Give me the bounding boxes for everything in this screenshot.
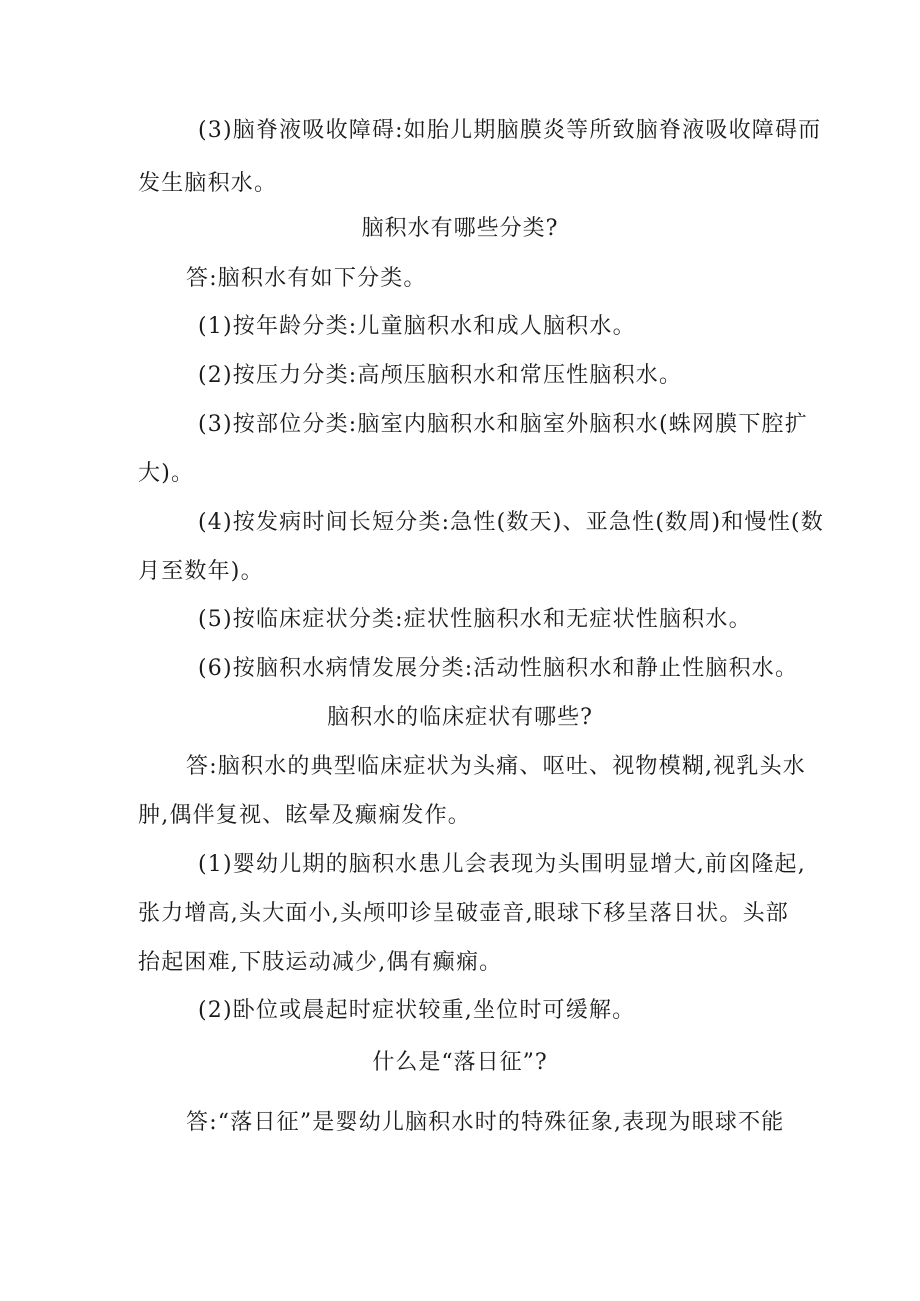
- section-heading-classification: 脑积水有哪些分类?: [361, 216, 559, 241]
- classification-by-progression: (6)按脑积水病情发展分类:活动性脑积水和静止性脑积水。: [198, 656, 799, 681]
- symptom-infant-line-3: 抬起困难,下肢运动减少,偶有癫痫。: [138, 950, 503, 975]
- classification-by-onset-line-2: 月至数年)。: [138, 559, 264, 584]
- symptom-infant-line-1: (1)婴幼儿期的脑积水患儿会表现为头围明显增大,前囟隆起,: [198, 852, 806, 877]
- paragraph-cause-3-line-1: (3)脑脊液吸收障碍:如胎儿期脑膜炎等所致脑脊液吸收障碍而: [198, 118, 822, 143]
- classification-by-onset-line-1: (4)按发病时间长短分类:急性(数天)、亚急性(数周)和慢性(数: [198, 510, 824, 535]
- answer-symptoms-line-1: 答:脑积水的典型临床症状为头痛、呕吐、视物模糊,视乳头水: [186, 754, 807, 779]
- classification-by-location-line-2: 大)。: [138, 461, 195, 486]
- answer-symptoms-line-2: 肿,偶伴复视、眩晕及癫痫发作。: [138, 803, 471, 828]
- answer-sunset-sign: 答:“落日征”是婴幼儿脑积水时的特殊征象,表现为眼球不能: [186, 1110, 785, 1135]
- classification-by-pressure: (2)按压力分类:高颅压脑积水和常压性脑积水。: [198, 363, 683, 388]
- paragraph-cause-3-line-2: 发生脑积水。: [138, 171, 278, 196]
- answer-classification-intro: 答:脑积水有如下分类。: [186, 266, 427, 291]
- classification-by-location-line-1: (3)按部位分类:脑室内脑积水和脑室外脑积水(蛛网膜下腔扩: [198, 412, 808, 437]
- section-heading-symptoms: 脑积水的临床症状有哪些?: [327, 705, 593, 730]
- symptom-position: (2)卧位或晨起时症状较重,坐位时可缓解。: [198, 998, 636, 1023]
- section-heading-sunset-sign: 什么是“落日征”?: [372, 1050, 548, 1075]
- symptom-infant-line-2: 张力增高,头大面小,头颅叩诊呈破壶音,眼球下移呈落日状。头部: [138, 901, 789, 926]
- classification-by-age: (1)按年龄分类:儿童脑积水和成人脑积水。: [198, 314, 636, 339]
- classification-by-symptoms: (5)按临床症状分类:症状性脑积水和无症状性脑积水。: [198, 607, 752, 632]
